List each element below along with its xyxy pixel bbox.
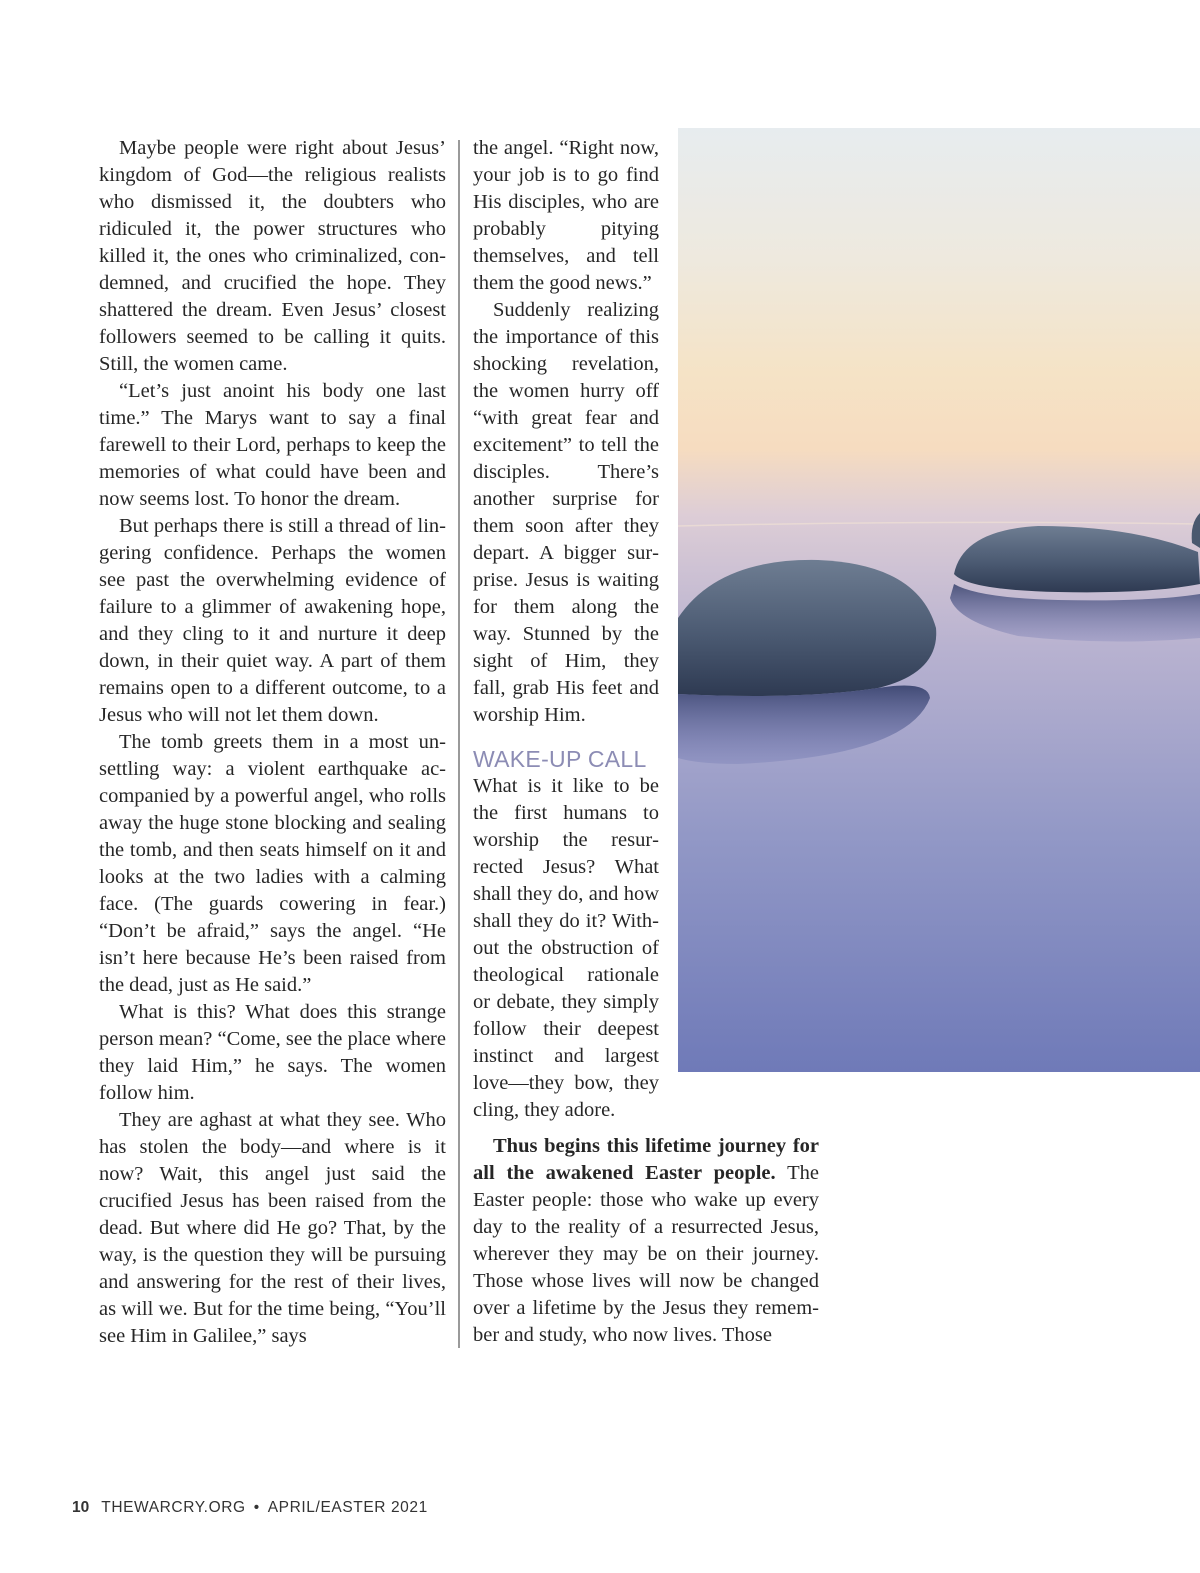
paragraph: Maybe people were right about Jesus’ kingdom of God—the religious realists who dismissed it, the doubters who ridiculed it, the power structures who killed it, the ones who criminalized, condemned, and crucified the hope. They shattered the dream. Even Jesus’ closest followers seemed to be calling it quits. Still, the women came. xyxy=(99,137,446,375)
article-column-1 xyxy=(99,135,446,1350)
section-subhead: WAKE-UP CALL xyxy=(473,746,647,772)
paragraph-text: The Easter people: those who wake up every day to the reality of a resurrected Jesus, wherever they may be on their journey. Those whose lives will now be changed over a lifetime by the Jesus they remember and study, who now lives. Those xyxy=(473,1162,819,1346)
paragraph: They are aghast at what they see. Who has stolen the body—and where is it now? Wait, this angel just said the crucified Jesus has been raised from the dead. But where did He go? That, by the way, is the question they will be pursuing and answering for the rest of their lives, as will we. But for the time being, “You’ll see Him in Galilee,” says xyxy=(99,1109,446,1347)
article-column-2 xyxy=(473,135,659,1124)
stones-on-water-photo xyxy=(678,128,1200,1072)
paragraph: But perhaps there is still a thread of lingering confidence. Perhaps the women see past the overwhelming evidence of failure to a glimmer of awakening hope, and they cling to it and nurture it deep down, in their quiet way. A part of them remains open to a different outcome, to a Jesus who will not let them down. xyxy=(99,515,446,726)
paragraph: The tomb greets them in a most unsettling way: a violent earthquake accompanied by a powerful angel, who rolls away the huge stone blocking and sealing the tomb, and then seats himself on it and looks at the two ladies with a calming face. (The guards cowering in fear.) “Don’t be afraid,” says the angel. “He isn’t here because He’s been raised from the dead, just as He said.” xyxy=(99,731,446,996)
paragraph: the angel. “Right now, your job is to go find His disciples, who are probably pitying themselves, and tell them the good news.” xyxy=(473,137,659,294)
column-divider xyxy=(458,140,460,1348)
paragraph: “Let’s just anoint his body one last time.” The Marys want to say a final farewell to their Lord, perhaps to keep the memories of what could have been and now seems lost. To honor the dream. xyxy=(99,380,446,510)
page-number: 10 xyxy=(72,1499,90,1516)
paragraph: What is it like to be the first humans to worship the resurrected Jesus? What shall they do, and how shall they do it? Without the obstruction of theological rationale or debate, they simply follow their deepest instinct and largest love—they bow, they cling, they adore. xyxy=(473,775,659,1121)
paragraph: Suddenly realizing the importance of this shocking revelation, the women hurry off “with great fear and excitement” to tell the disciples. There’s another surprise for them soon after they depart. A bigger surprise. Jesus is waiting for them along the way. Stunned by the sight of Him, they fall, grab His feet and worship Him. xyxy=(473,299,659,726)
paragraph: What is this? What does this strange person mean? “Come, see the place where they laid Him,” he says. The women follow him. xyxy=(99,1001,446,1104)
footer-site: THEWARCRY.ORG xyxy=(101,1499,246,1516)
paragraph xyxy=(473,1133,819,1349)
lead-in-bold: Thus begins this lifetime journey for all the awakened Easter people. xyxy=(473,1135,819,1184)
footer-issue: APRIL/EASTER 2021 xyxy=(267,1499,428,1516)
article-column-3 xyxy=(473,1133,819,1349)
footer-separator: • xyxy=(253,1499,260,1516)
page-footer xyxy=(72,1499,428,1517)
